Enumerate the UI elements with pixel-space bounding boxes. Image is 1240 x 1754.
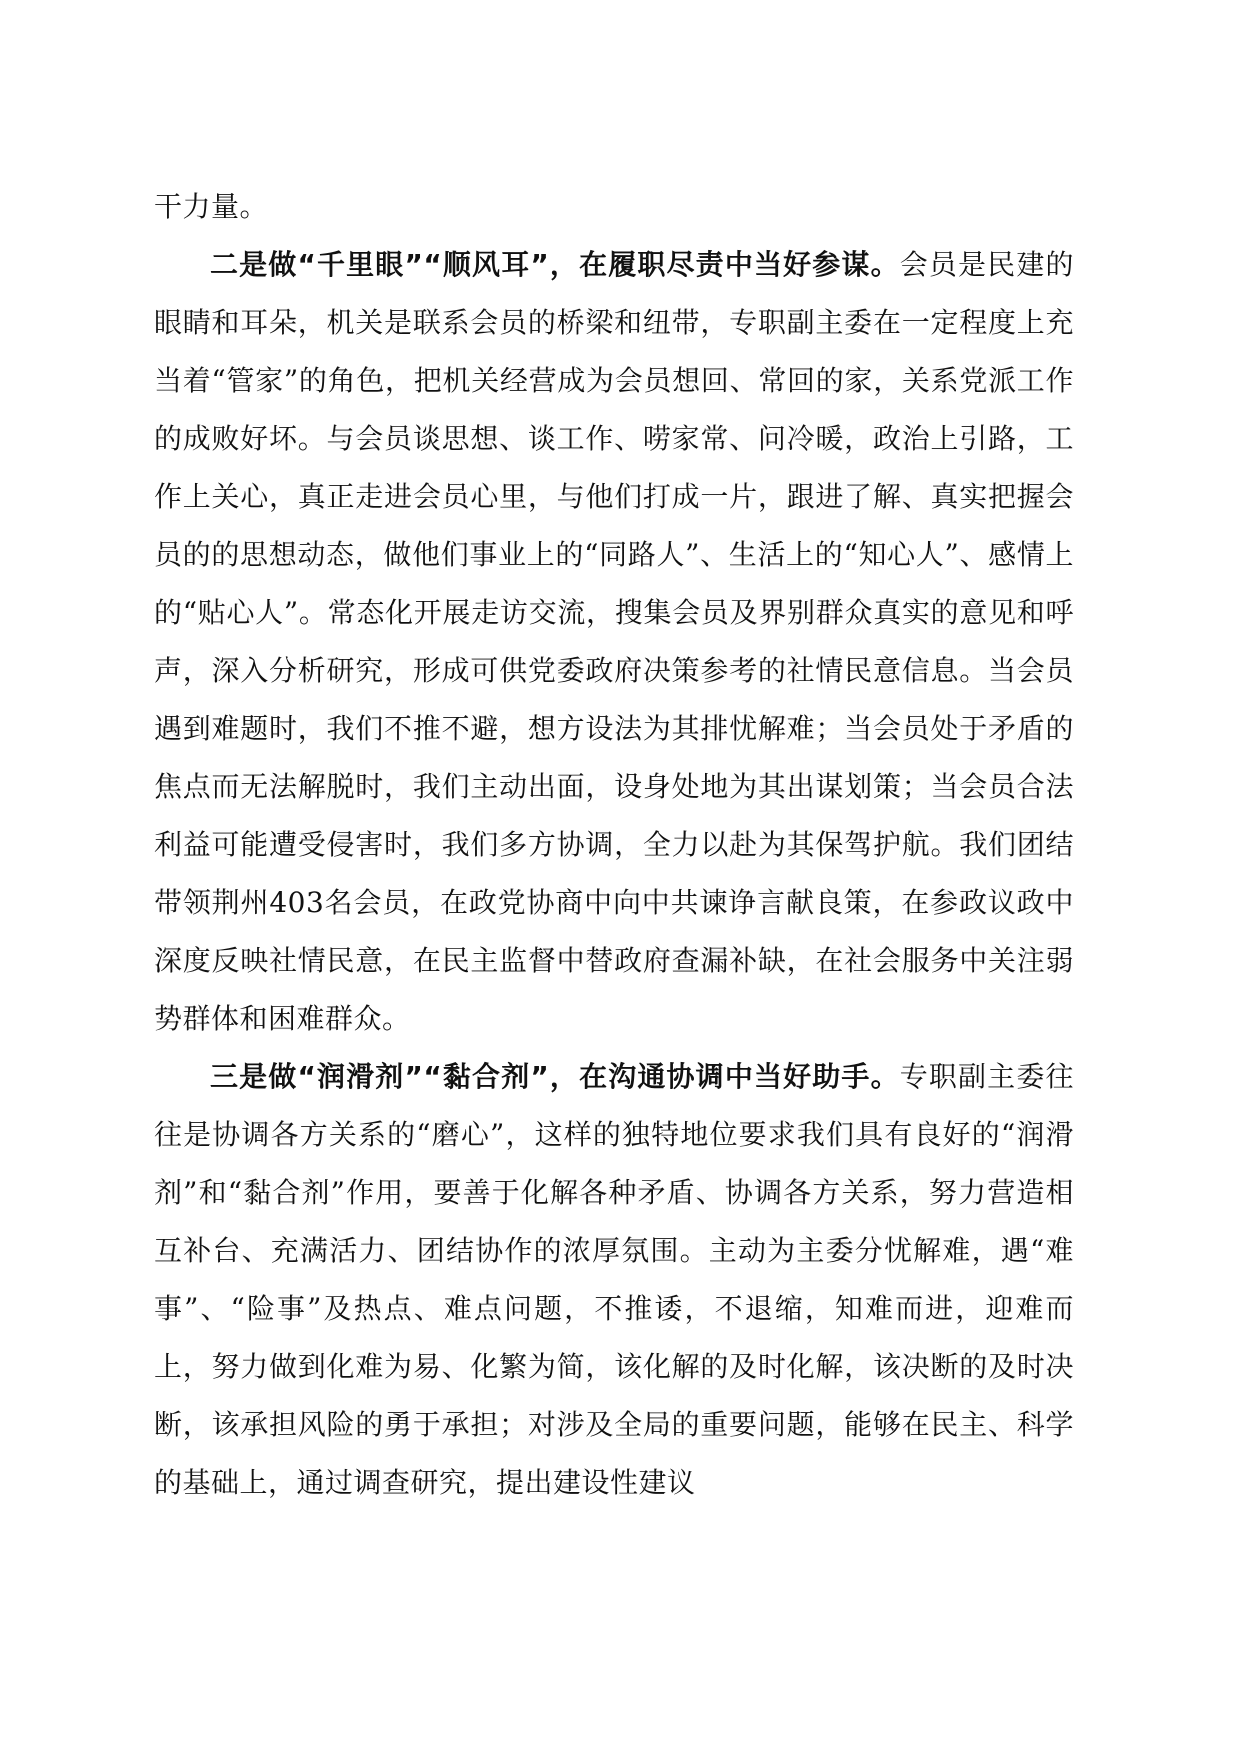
paragraph-point-three [154, 1048, 1074, 1512]
paragraph-continuation [154, 178, 1074, 236]
paragraph-lead: 三是做“润滑剂”“黏合剂”，在沟通协调中当好助手。 [210, 1060, 900, 1093]
paragraph-lead: 二是做“千里眼”“顺风耳”，在履职尽责中当好参谋。 [210, 248, 900, 281]
paragraph-body: 会员是民建的眼睛和耳朵，机关是联系会员的桥梁和纽带，专职副主委在一定程度上充当着“管家”的角色，把机关经营成为会员想回、常回的家，关系党派工作的成败好坏。与会员谈思想、谈工作、唠家常、问冷暖，政治上引路，工作上关心，真正走进会员心里，与他们打成一片，跟进了解、真实把握会员的的思想动态，做他们事业上的“同路人”、生活上的“知心人”、感情上的“贴心人”。常态化开展走访交流，搜集会员及界别群众真实的意见和呼声，深入分析研究，形成可供党委政府决策参考的社情民意信息。当会员遇到难题时，我们不推不避，想方设法为其排忧解难；当会员处于矛盾的焦点而无法解脱时，我们主动出面，设身处地为其出谋划策；当会员合法利益可能遭受侵害时，我们多方协调，全力以赴为其保驾护航。我们团结带领荆州403名会员，在政党协商中向中共谏诤言献良策，在参政议政中深度反映社情民意，在民主监督中替政府查漏补缺，在社会服务中关注弱势群体和困难群众。 [154, 248, 1074, 1035]
body-text [154, 178, 1074, 1512]
paragraph-body: 干力量。 [154, 190, 269, 223]
paragraph-body: 专职副主委往往是协调各方关系的“磨心”，这样的独特地位要求我们具有良好的“润滑剂”和“黏合剂”作用，要善于化解各种矛盾、协调各方关系，努力营造相互补台、充满活力、团结协作的浓厚氛围。主动为主委分忧解难，遇“难事”、“险事”及热点、难点问题，不推诿，不退缩，知难而进，迎难而上，努力做到化难为易、化繁为简，该化解的及时化解，该决断的及时决断，该承担风险的勇于承担；对涉及全局的重要问题，能够在民主、科学的基础上，通过调查研究，提出建设性建议 [154, 1060, 1074, 1499]
paragraph-point-two [154, 236, 1074, 1048]
